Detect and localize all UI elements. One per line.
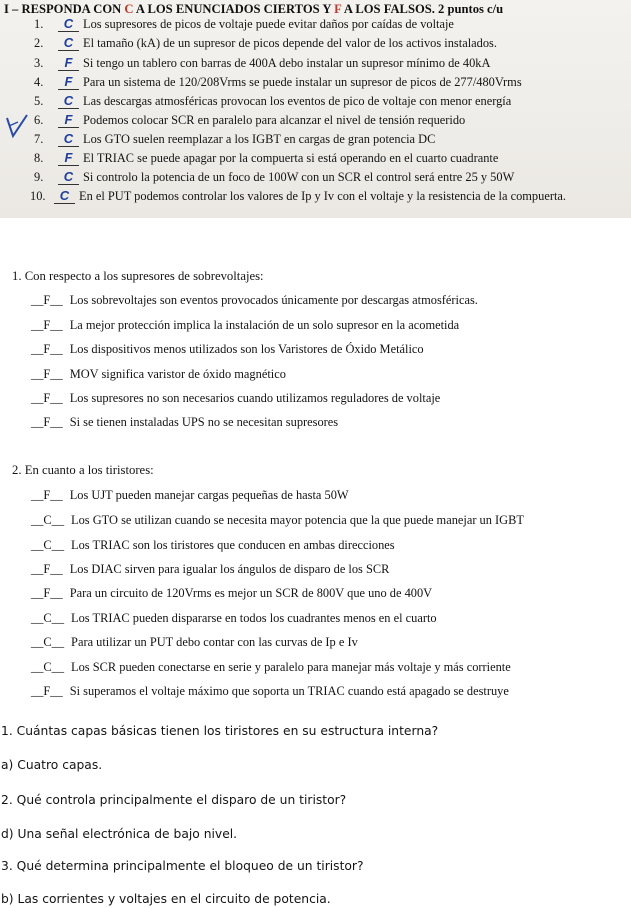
answer-2: d) Una señal electrónica de bajo nivel. [1,827,238,841]
answer-blank: __F__ [31,415,63,429]
scan-item: 5. C Las descargas atmosféricas provocan los eventos de pico de voltaje con menor energía [34,93,512,108]
handwritten-answer: C [58,170,79,185]
answer-blank: __F__ [31,367,63,381]
true-false-item: __F__ Los sobrevoltajes son eventos provocados únicamente por descargas atmosféricas. [31,293,478,307]
scan-item: 10. C En el PUT podemos controlar los valores de Ip y Iv con el voltaje y la resistencia de la compuerta. [30,188,566,203]
true-false-item: __F__ Los DIAC sirven para igualar los ángulos de disparo de los SCR [31,562,390,576]
true-false-item: __C__ Para utilizar un PUT debo contar con las curvas de Ip e Iv [31,635,358,649]
handwritten-answer: C [54,189,75,204]
true-false-item: __F__ Si se tienen instaladas UPS no se necesitan supresores [31,415,339,429]
handwritten-margin-mark-icon [4,112,30,142]
answer-blank: __C__ [31,635,65,649]
handwritten-answer: C [58,17,79,32]
true-false-item: __F__ La mejor protección implica la instalación de un solo supresor en la acometida [31,318,460,332]
handwritten-answer: C [58,132,79,147]
exam-instructions-title: I – RESPONDA CON C A LOS ENUNCIADOS CIERTOS Y F A LOS FALSOS. 2 puntos c/u [4,2,504,16]
handwritten-answer: F [58,56,79,71]
scan-item: 1. C Los supresores de picos de voltaje puede evitar daños por caídas de voltaje [34,16,454,31]
scan-item: 6. F Podemos colocar SCR en paralelo para alcanzar el nivel de tensión requerido [34,112,466,127]
question-2: 2. Qué controla principalmente el disparo de un tiristor? [1,793,347,807]
true-false-item: __C__ Los TRIAC pueden dispararse en todos los cuadrantes menos en el cuarto [31,611,437,625]
answer-3: b) Las corrientes y voltajes en el circuito de potencia. [1,892,331,906]
answer-blank: __C__ [31,513,65,527]
answer-blank: __C__ [31,660,65,674]
scan-item: 8. F El TRIAC se puede apagar por la compuerta si está operando en el cuarto cuadrante [34,150,499,165]
answer-1: a) Cuatro capas. [1,758,103,772]
handwritten-answer: F [58,151,79,166]
scan-item: 9. C Si controlo la potencia de un foco de 100W con un SCR el control será entre 25 y 50W [34,169,515,184]
answer-blank: __F__ [31,318,63,332]
section-2-title: 2. En cuanto a los tiristores: [12,463,154,477]
answer-blank: __F__ [31,586,63,600]
answer-blank: __F__ [31,488,63,502]
answer-blank: __F__ [31,684,63,698]
true-false-item: __F__ Si superamos el voltaje máximo que soporta un TRIAC cuando está apagado se destruye [31,684,509,698]
handwritten-answer: C [58,36,79,51]
true-false-item: __F__ Los dispositivos menos utilizados son los Varistores de Óxido Metálico [31,342,424,356]
handwritten-answer: C [58,94,79,109]
true-false-item: __F__ Los UJT pueden manejar cargas pequeñas de hasta 50W [31,488,349,502]
question-3: 3. Qué determina principalmente el bloqueo de un tiristor? [1,859,364,873]
question-1: 1. Cuántas capas básicas tienen los tiristores en su estructura interna? [1,724,439,738]
scan-item: 3. F Si tengo un tablero con barras de 400A debo instalar un supresor mínimo de 40kA [34,55,491,70]
answer-blank: __C__ [31,611,65,625]
answer-blank: __F__ [31,562,63,576]
scan-item: 4. F Para un sistema de 120/208Vrms se puede instalar un supresor de picos de 277/480Vrms [34,74,522,89]
true-false-item: __C__ Los TRIAC son los tiristores que conducen en ambas direcciones [31,538,395,552]
scan-item: 7. C Los GTO suelen reemplazar a los IGBT en cargas de gran potencia DC [34,131,436,146]
true-false-item: __F__ MOV significa varistor de óxido magnético [31,367,286,381]
true-false-item: __F__ Para un circuito de 120Vrms es mejor un SCR de 800V que uno de 400V [31,586,433,600]
section-1-title: 1. Con respecto a los supresores de sobrevoltajes: [12,269,264,283]
scan-item: 2. C El tamaño (kA) de un supresor de picos depende del valor de los activos instalados. [34,35,497,50]
scanned-exam-section [0,0,631,218]
answer-blank: __F__ [31,391,63,405]
true-false-item: __C__ Los GTO se utilizan cuando se necesita mayor potencia que la que puede manejar un IGBT [31,513,524,527]
answer-blank: __F__ [31,342,63,356]
true-false-item: __F__ Los supresores no son necesarios cuando utilizamos reguladores de voltaje [31,391,441,405]
handwritten-answer: F [58,75,79,90]
true-false-item: __C__ Los SCR pueden conectarse en serie y paralelo para manejar más voltaje y más corriente [31,660,511,674]
handwritten-answer: F [58,113,79,128]
answer-blank: __C__ [31,538,65,552]
answer-blank: __F__ [31,293,63,307]
